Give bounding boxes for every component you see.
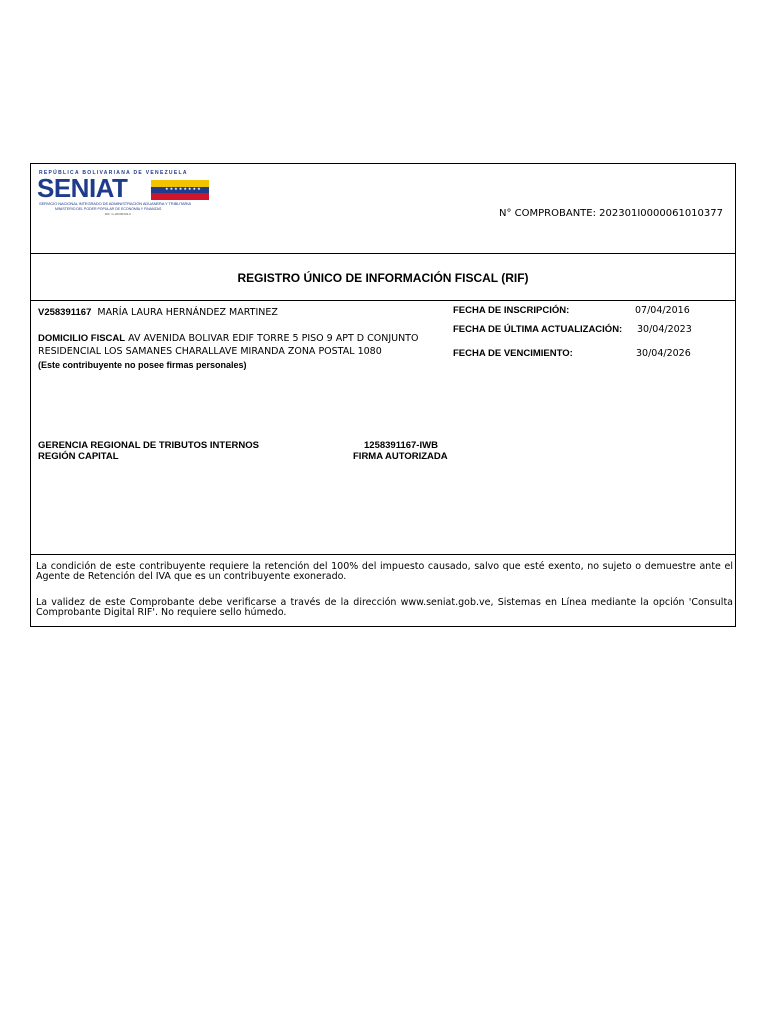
vencimiento-label: FECHA DE VENCIMIENTO: [453, 348, 573, 359]
taxpayer-line [38, 307, 278, 319]
taxpayer-rif: V258391167 [38, 307, 92, 318]
firma-autorizada: FIRMA AUTORIZADA [353, 451, 448, 462]
logo-brand: SENIAT [37, 173, 128, 203]
seniat-logo [37, 170, 205, 220]
gerencia-line2: REGIÓN CAPITAL [38, 451, 119, 462]
rif-certificate [30, 163, 736, 627]
logo-rif: RIF: G-20000303-0 [105, 212, 131, 216]
retencion-note: La condición de este contribuyente requiere la retención del 100% del impuesto causado, salvo que esté exento, no sujeto o demuestre ante el Agente de Retención del IVA que es un contribuyente exonerado. [36, 561, 733, 582]
inscripcion-value: 07/04/2016 [635, 305, 690, 316]
domicilio-label: DOMICILIO FISCAL [38, 333, 126, 344]
gerencia-line1: GERENCIA REGIONAL DE TRIBUTOS INTERNOS [38, 440, 259, 451]
certificate-title-bar [31, 253, 735, 301]
domicilio-address-1: AV AVENIDA BOLIVAR EDIF TORRE 5 PISO 9 APT D CONJUNTO [128, 333, 419, 344]
taxpayer-name: MARÍA LAURA HERNÁNDEZ MARTINEZ [97, 307, 278, 318]
page-title: REGISTRO ÚNICO DE INFORMACIÓN FISCAL (RIF) [237, 270, 529, 285]
flag-stripe-red [151, 193, 209, 200]
domicilio-address-2: RESIDENCIAL LOS SAMANES CHARALLAVE MIRANDA ZONA POSTAL 1080 [38, 346, 382, 357]
certificate-footer [31, 554, 735, 628]
domicilio-line1 [38, 333, 418, 345]
flag-stars-icon: ★★★★★★★★ [165, 185, 202, 191]
actualizacion-label: FECHA DE ÚLTIMA ACTUALIZACIÓN: [453, 324, 623, 335]
comprobante-label: N° COMPROBANTE: [499, 208, 596, 219]
vencimiento-value: 30/04/2026 [636, 348, 691, 359]
validez-note: La validez de este Comprobante debe verificarse a través de la dirección www.seniat.gob.ve, Sistemas en Línea mediante la opción 'Consulta Comprobante Digital RIF'. No requiere sello húmedo. [36, 597, 733, 618]
firmas-note: (Este contribuyente no posee firmas personales) [38, 360, 247, 370]
inscripcion-label: FECHA DE INSCRIPCIÓN: [453, 305, 570, 316]
logo-subtitle: SERVICIO NACIONAL INTEGRADO DE ADMINISTRACIÓN ADUANERA Y TRIBUTARIA [39, 201, 191, 206]
comprobante-value: 202301I0000061010377 [599, 208, 723, 219]
flag-stripe-blue [151, 187, 209, 194]
comprobante-number [499, 208, 723, 219]
logo-republic-text: REPÚBLICA BOLIVARIANA DE VENEZUELA [39, 170, 188, 176]
authority-code: 1258391167-IWB [364, 440, 438, 451]
logo-ministry: MINISTERIO DEL PODER POPULAR DE ECONOMÍA Y FINANZAS [55, 207, 162, 211]
certificate-header [31, 164, 735, 254]
venezuela-flag-icon [151, 180, 209, 200]
actualizacion-value: 30/04/2023 [637, 324, 692, 335]
